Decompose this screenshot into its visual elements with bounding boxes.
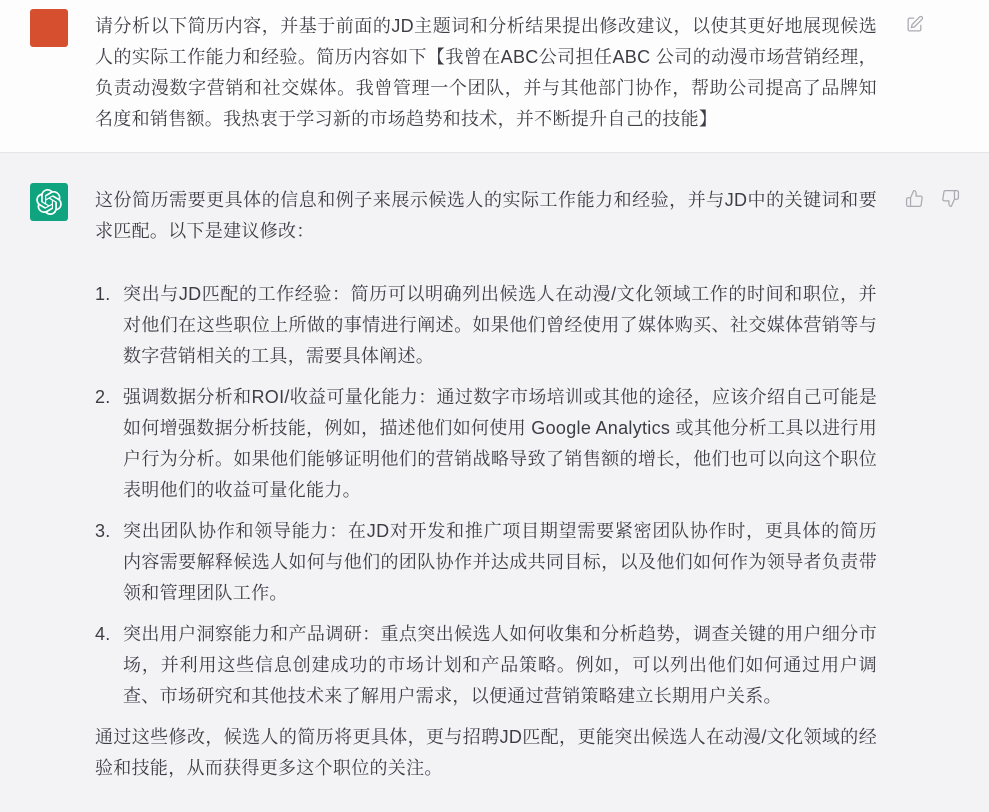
- edit-icon: [905, 15, 924, 34]
- user-message-row: [0, 0, 989, 152]
- chatgpt-avatar: [30, 183, 68, 221]
- list-item-text: 强调数据分析和ROI/收益可量化能力：通过数字市场培训或其他的途径，应该介绍自己可能是如何增强数据分析技能，例如，描述他们如何使用 Google Analytics 或其他分析工具以进行用户行为分析。如果他们能够证明他们的营销战略导致了销售额的增长，他们也可以向这个职位表明他们的收益可量化能力。: [123, 387, 877, 500]
- suggestion-list: [95, 279, 877, 712]
- list-item-number: 4.: [95, 624, 111, 644]
- list-item-number: 3.: [95, 521, 111, 541]
- thumbs-down-icon: [941, 189, 960, 208]
- assistant-message-body: [95, 183, 877, 784]
- thumbs-up-button[interactable]: [905, 189, 924, 208]
- list-item-text: 突出与JD匹配的工作经验：简历可以明确列出候选人在动漫/文化领域工作的时间和职位，并对他们在这些职位上所做的事情进行阐述。如果他们曾经使用了媒体购买、社交媒体营销等与数字营销相关的工具，需要具体阐述。: [123, 284, 877, 366]
- assistant-message-row: [0, 152, 989, 812]
- user-message-text: 请分析以下简历内容，并基于前面的JD主题词和分析结果提出修改建议，以使其更好地展现候选人的实际工作能力和经验。简历内容如下【我曾在ABC公司担任ABC 公司的动漫市场营销经理，负责动漫数字营销和社交媒体。我曾管理一个团队，并与其他部门协作，帮助公司提高了品牌知名度和销售额。我热衷于学习新的市场趋势和技术，并不断提升自己的技能】: [95, 16, 877, 129]
- list-item-number: 2.: [95, 387, 111, 407]
- list-item: [95, 516, 877, 609]
- thumbs-down-button[interactable]: [941, 189, 960, 208]
- assistant-closing: 通过这些修改，候选人的简历将更具体，更与招聘JD匹配，更能突出候选人在动漫/文化领域的经验和技能，从而获得更多这个职位的关注。: [95, 727, 877, 778]
- openai-logo-icon: [36, 189, 62, 215]
- edit-message-button[interactable]: [905, 15, 924, 34]
- list-item: [95, 279, 877, 372]
- list-item: [95, 619, 877, 712]
- assistant-intro: 这份简历需要更具体的信息和例子来展示候选人的实际工作能力和经验，并与JD中的关键词和要求匹配。以下是建议修改：: [95, 190, 877, 241]
- list-item-number: 1.: [95, 284, 111, 304]
- list-item: [95, 382, 877, 506]
- list-item-text: 突出团队协作和领导能力：在JD对开发和推广项目期望需要紧密团队协作时，更具体的简历内容需要解释候选人如何与他们的团队协作并达成共同目标，以及他们如何作为领导者负责带领和管理团队工作。: [123, 521, 877, 603]
- thumbs-up-icon: [905, 189, 924, 208]
- user-avatar: [30, 9, 68, 47]
- list-item-text: 突出用户洞察能力和产品调研：重点突出候选人如何收集和分析趋势，调查关键的用户细分市场，并利用这些信息创建成功的市场计划和产品策略。例如，可以列出他们如何通过用户调查、市场研究和其他技术来了解用户需求，以便通过营销策略建立长期用户关系。: [123, 624, 877, 706]
- user-message-actions: [877, 9, 989, 34]
- assistant-message-actions: [877, 183, 989, 208]
